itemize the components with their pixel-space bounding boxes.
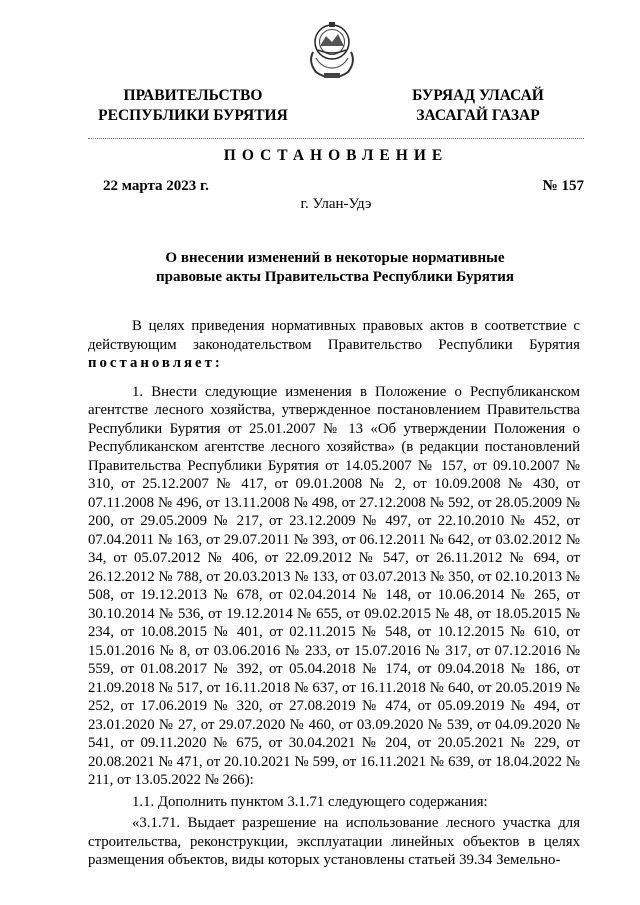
preamble-paragraph xyxy=(88,317,580,373)
item-3-1-71-paragraph: «3.1.71. Выдает разрешение на использование лесного участка для строительства, реконструкции, эксплуатации линейных объектов в целях размещения объектов, виды которых установлены статьей 39.34 Земельно- xyxy=(88,815,580,868)
document-number: № 157 xyxy=(542,178,584,194)
item-1-paragraph: 1. Внести следующие изменения в Положение о Республиканском агентстве лесного хозяйства, утвержденное постановлением Правительства Республики Бурятия от 25.01.2007 № 13 «Об утверждении Положения о Республиканском агентстве лесного хозяйства» (в редакции постановлений Правительства Республики Бурятия от 14.05.2007 № 157, от 09.10.2007 № 310, от 25.12.2007 № 417, от 09.01.2008 № 2, от 10.09.2008 № 430, от 07.11.2008 № 496, от 13.11.2008 № 498, от 27.12.2008 № 592, от 28.05.2009 № 200, от 29.05.2009 № 217, от 23.12.2009 № 497, от 22.10.2010 № 452, от 07.04.2011 № 163, от 29.07.2011 № 393, от 06.12.2011 № 642, от 03.02.2012 № 34, от 05.07.2012 № 406, от 22.09.2012 № 547, от 26.11.2012 № 694, от 26.12.2012 № 788, от 20.03.2013 № 133, от 03.07.2013 № 350, от 02.10.2013 № 508, от 19.12.2013 № 678, от 02.04.2014 № 148, от 10.06.2014 № 265, от 30.10.2014 № 536, от 19.12.2014 № 655, от 09.02.2015 № 48, от 18.05.2015 № 234, от 10.08.2015 № 401, от 02.11.2015 № 548, от 10.12.2015 № 610, от 15.01.2016 № 8, от 03.06.2016 № 233, от 15.07.2016 № 317, от 07.12.2016 № 559, от 01.08.2017 № 392, от 05.04.2018 № 174, от 09.04.2018 № 186, от 21.09.2018 № 517, от 16.11.2018 № 637, от 16.11.2018 № 640, от 20.05.2019 № 252, от 17.06.2019 № 320, от 27.08.2019 № 474, от 05.09.2019 № 494, от 23.01.2020 № 27, от 29.07.2020 № 460, от 03.09.2020 № 539, от 04.09.2020 № 541, от 09.11.2020 № 675, от 30.04.2021 № 204, от 20.05.2021 № 229, от 20.08.2021 № 471, от 20.10.2021 № 599, от 16.11.2021 № 639, от 18.04.2022 № 211, от 13.05.2022 № 266): xyxy=(88,383,580,788)
government-name-bua xyxy=(388,86,568,126)
coat-of-arms-icon xyxy=(304,18,360,82)
government-name-ru-line2: РЕСПУБЛИКИ БУРЯТИЯ xyxy=(98,107,288,124)
government-name-bua-line2: ЗАСАГАЙ ГАЗАР xyxy=(416,107,540,124)
document-city: г. Улан-Удэ xyxy=(300,196,372,212)
header-divider xyxy=(88,138,584,139)
document-subject xyxy=(120,249,550,287)
resolves-keyword: постановляет: xyxy=(88,355,223,371)
item-1-1-paragraph: 1.1. Дополнить пунктом 3.1.71 следующего содержания: xyxy=(132,793,488,810)
government-name-ru xyxy=(88,86,298,126)
government-name-ru-line1: ПРАВИТЕЛЬСТВО xyxy=(123,87,263,104)
document-body xyxy=(88,317,580,870)
document-date: 22 марта 2023 г. xyxy=(103,178,209,194)
subject-line-1: О внесении изменений в некоторые нормативные xyxy=(165,250,505,266)
subject-line-2: правовые акты Правительства Республики Бурятия xyxy=(155,269,515,285)
document-type: ПОСТАНОВЛЕНИЕ xyxy=(223,147,449,164)
government-name-bua-line1: БУРЯАД УЛАСАЙ xyxy=(412,87,544,104)
preamble-text: В целях приведения нормативных правовых актов в соответствие с действующим законодательством Правительство Республики Бурятия xyxy=(88,318,580,353)
